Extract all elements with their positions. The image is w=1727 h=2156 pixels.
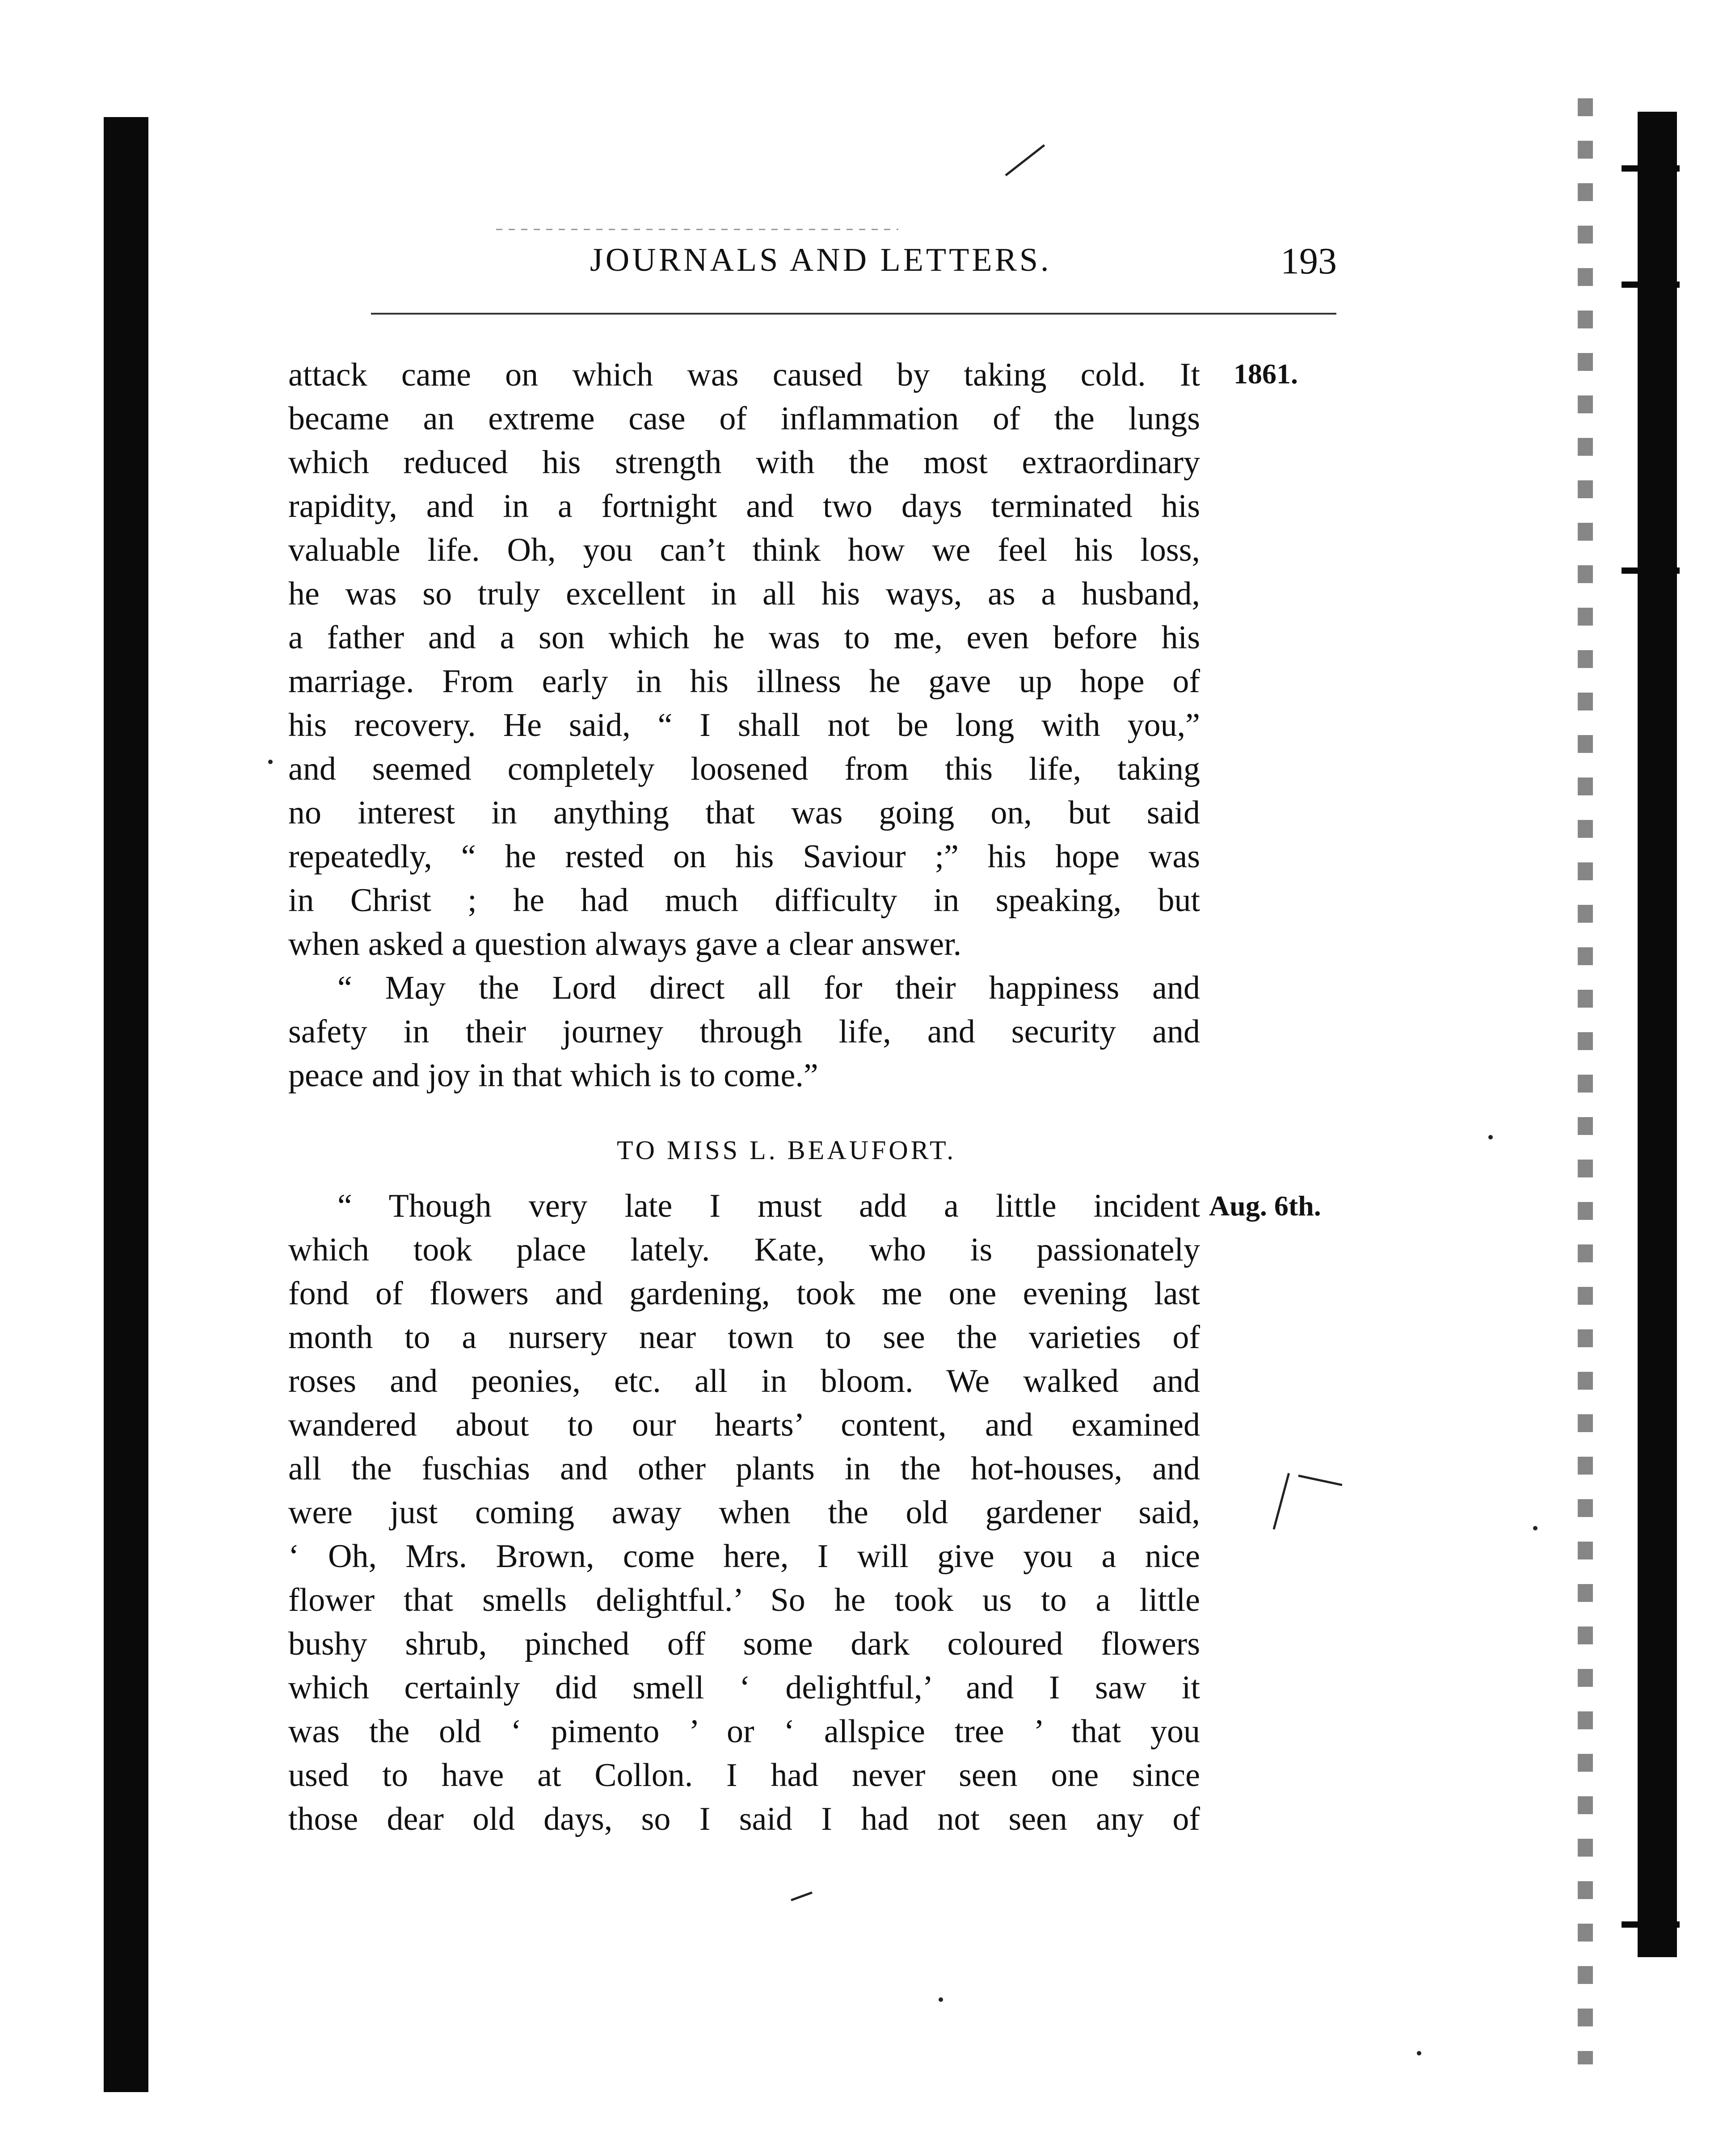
text-line: valuable life. Oh, you can’t think how we feel his loss, xyxy=(288,532,1200,568)
text-line: he was so truly excellent in all his ways, as a husband, xyxy=(288,576,1200,612)
edge-notch xyxy=(1622,567,1680,574)
text-line: no interest in anything that was going on, but said xyxy=(288,794,1200,831)
text-line: which reduced his strength with the most extraordinary xyxy=(288,444,1200,481)
text-line: wandered about to our hearts’ content, and examined xyxy=(288,1407,1200,1443)
paragraph-1 xyxy=(288,353,1200,966)
ink-speck xyxy=(1488,1135,1493,1139)
text-line: was the old ‘ pimento ’ or ‘ allspice tree ’ that you xyxy=(288,1713,1200,1750)
text-line: in Christ ; he had much difficulty in speaking, but xyxy=(288,882,1200,919)
text-line: flower that smells delightful.’ So he took us to a little xyxy=(288,1582,1200,1618)
running-title: JOURNALS AND LETTERS. xyxy=(590,242,1052,278)
text-line: and seemed completely loosened from this life, taking xyxy=(288,751,1200,787)
text-line: roses and peonies, etc. all in bloom. We walked and xyxy=(288,1363,1200,1400)
pencil-stroke-mark xyxy=(1273,1473,1290,1530)
right-edge-shadow xyxy=(1638,112,1677,1957)
text-line: attack came on which was caused by taking cold. It xyxy=(288,357,1200,393)
text-line: when asked a question always gave a clear answer. xyxy=(288,926,962,962)
text-line: month to a nursery near town to see the varieties of xyxy=(288,1319,1200,1356)
pencil-tick-mark xyxy=(791,1891,813,1901)
pencil-stroke-mark xyxy=(1298,1475,1342,1486)
text-line: all the fuschias and other plants in the hot-houses, and xyxy=(288,1450,1200,1487)
paragraph-3 xyxy=(288,1184,1200,1841)
left-binding-shadow xyxy=(104,117,148,2092)
text-line: “ May the Lord direct all for their happiness and xyxy=(337,970,1200,1006)
text-line: became an extreme case of inflammation of the lungs xyxy=(288,400,1200,437)
ink-speck xyxy=(268,760,273,764)
text-line: rapidity, and in a fortnight and two days terminated his xyxy=(288,488,1200,525)
text-line: ‘ Oh, Mrs. Brown, come here, I will give you a nice xyxy=(288,1538,1200,1575)
letter-heading: TO MISS L. BEAUFORT. xyxy=(617,1135,956,1165)
text-line: peace and joy in that which is to come.” xyxy=(288,1057,818,1094)
page-number: 193 xyxy=(1281,240,1337,282)
faint-header-rule xyxy=(496,229,898,230)
margin-note-year: 1861. xyxy=(1234,358,1298,390)
margin-note-date: Aug. 6th. xyxy=(1209,1190,1321,1222)
text-line: marriage. From early in his illness he gave up hope of xyxy=(288,663,1200,700)
edge-notch xyxy=(1622,1921,1680,1928)
text-line: which took place lately. Kate, who is passionately xyxy=(288,1231,1200,1268)
text-line: repeatedly, “ he rested on his Saviour ;” his hope was xyxy=(288,838,1200,875)
edge-notch xyxy=(1622,165,1680,172)
text-line: “ Though very late I must add a little incident xyxy=(337,1188,1200,1224)
paragraph-2 xyxy=(288,966,1200,1097)
text-line: used to have at Collon. I had never seen one since xyxy=(288,1757,1200,1794)
text-line: were just coming away when the old gardener said, xyxy=(288,1494,1200,1531)
ink-speck xyxy=(1533,1526,1537,1530)
ink-speck xyxy=(939,1997,943,2002)
ink-speck xyxy=(1417,2051,1421,2055)
text-line: bushy shrub, pinched off some dark coloured flowers xyxy=(288,1626,1200,1662)
text-line: safety in their journey through life, and security and xyxy=(288,1013,1200,1050)
pencil-tick-mark xyxy=(1005,144,1045,177)
text-line: his recovery. He said, “ I shall not be long with you,” xyxy=(288,707,1200,744)
header-rule xyxy=(371,313,1336,315)
text-line: which certainly did smell ‘ delightful,’ and I saw it xyxy=(288,1669,1200,1706)
text-line: those dear old days, so I said I had not seen any of xyxy=(288,1801,1200,1837)
edge-notch xyxy=(1622,282,1680,288)
text-line: a father and a son which he was to me, even before his xyxy=(288,619,1200,656)
text-line: fond of flowers and gardening, took me one evening last xyxy=(288,1275,1200,1312)
right-margin-bleed xyxy=(1578,98,1593,2064)
running-header xyxy=(501,241,1341,282)
